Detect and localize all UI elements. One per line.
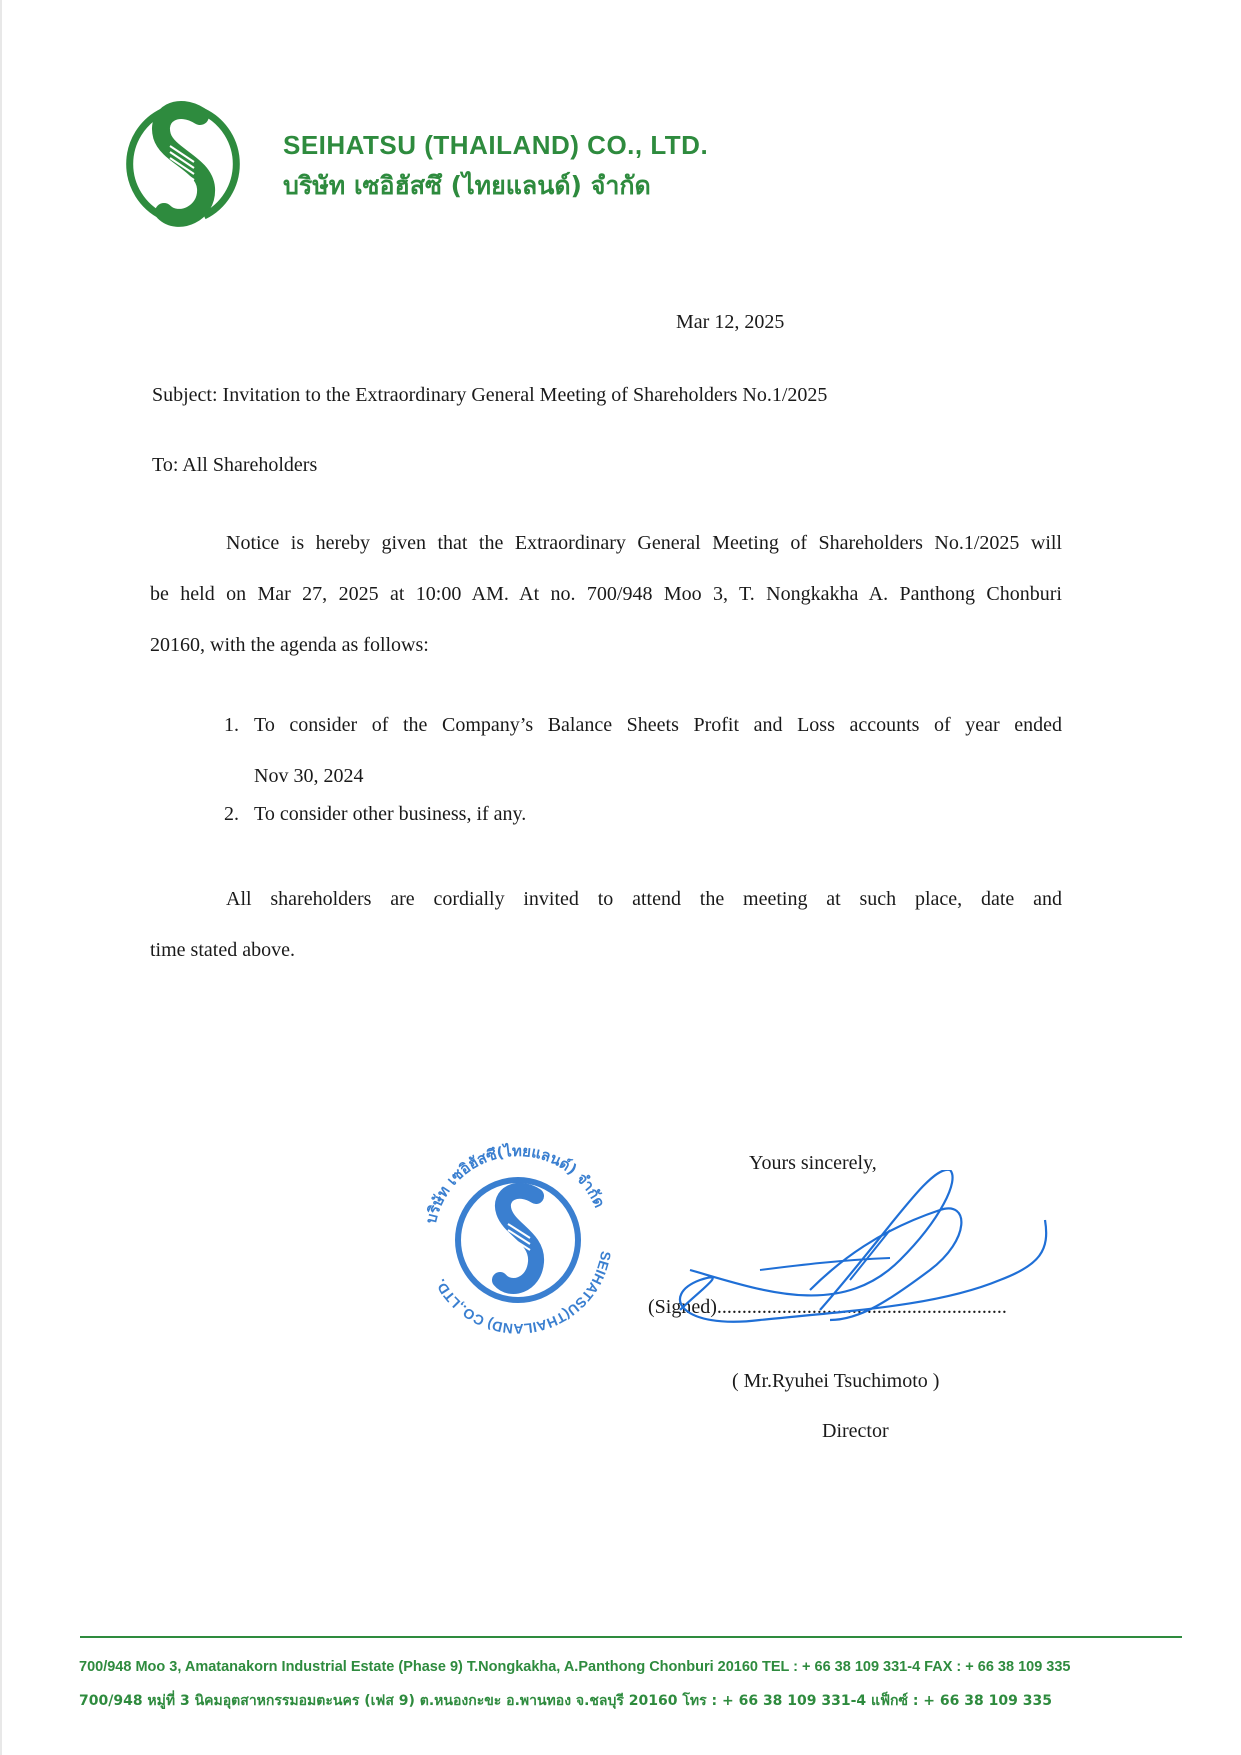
agenda-item-1 (224, 700, 1062, 802)
notice-line-2: be held on Mar 27, 2025 at 10:00 AM. At no. 700/948 Moo 3, T. Nongkakha A. Panthong Chonburi (150, 583, 1062, 605)
letter-recipient: To: All Shareholders (152, 454, 318, 476)
notice-line-1: Notice is hereby given that the Extraordinary General Meeting of Shareholders No.1/2025 will (226, 532, 1062, 554)
invite-line-2: time stated above. (150, 939, 295, 961)
agenda-text: To consider other business, if any. (254, 803, 527, 825)
company-name-english: SEIHATSU (THAILAND) CO., LTD. (283, 130, 709, 160)
signed-line: (Signed).......................................................... (648, 1296, 1007, 1318)
footer-address-english: 700/948 Moo 3, Amatanakorn Industrial Estate (Phase 9) T.Nongkakha, A.Panthong Chonburi 20160 TEL : + 66 38 109 331-4 FAX : + 66 38 109 335 (79, 1659, 1071, 1675)
agenda-text-continued: Nov 30, 2024 (254, 765, 364, 787)
footer-address-thai: 700/948 หมู่ที่ 3 นิคมอุตสาหกรรมอมตะนคร (เฟส 9) ต.หนองกะขะ อ.พานทอง จ.ชลบุรี 20160 โทร : + 66 38 109 331-4 แฟ็กซ์ : + 66 38 109 335 (79, 1693, 1052, 1709)
agenda-number: 1. (224, 714, 239, 736)
seal-text-english: SEIHATSU(THAILAND) CO.,LTD. (431, 1250, 615, 1338)
signatory-name: ( Mr.Ryuhei Tsuchimoto ) (732, 1370, 940, 1392)
notice-paragraph (150, 518, 1062, 671)
letter-subject: Subject: Invitation to the Extraordinary General Meeting of Shareholders No.1/2025 (152, 384, 828, 406)
page-edge (0, 0, 2, 1755)
closing-salutation: Yours sincerely, (749, 1152, 877, 1174)
invitation-paragraph (150, 874, 1062, 976)
letter-date: Mar 12, 2025 (676, 311, 785, 333)
company-name-thai: บริษัท เซอิฮัสซึ (ไทยแลนด์) จำกัด (283, 171, 651, 200)
signatory-title: Director (822, 1420, 889, 1442)
footer-divider (80, 1636, 1182, 1638)
company-logo (118, 94, 248, 234)
agenda-text: To consider of the Company’s Balance Sheets Profit and Loss accounts of year ended (254, 714, 1062, 736)
notice-line-3: 20160, with the agenda as follows: (150, 634, 429, 656)
seal-text: บริษัท เซอิฮัสซึ(ไทยแลนด์) จำกัด (421, 1141, 609, 1226)
handwritten-signature (640, 1170, 1060, 1330)
invite-line-1: All shareholders are cordially invited to attend the meeting at such place, date and (226, 888, 1062, 910)
agenda-item-2 (224, 803, 526, 826)
company-seal-stamp (418, 1140, 618, 1340)
agenda-number: 2. (224, 803, 239, 825)
